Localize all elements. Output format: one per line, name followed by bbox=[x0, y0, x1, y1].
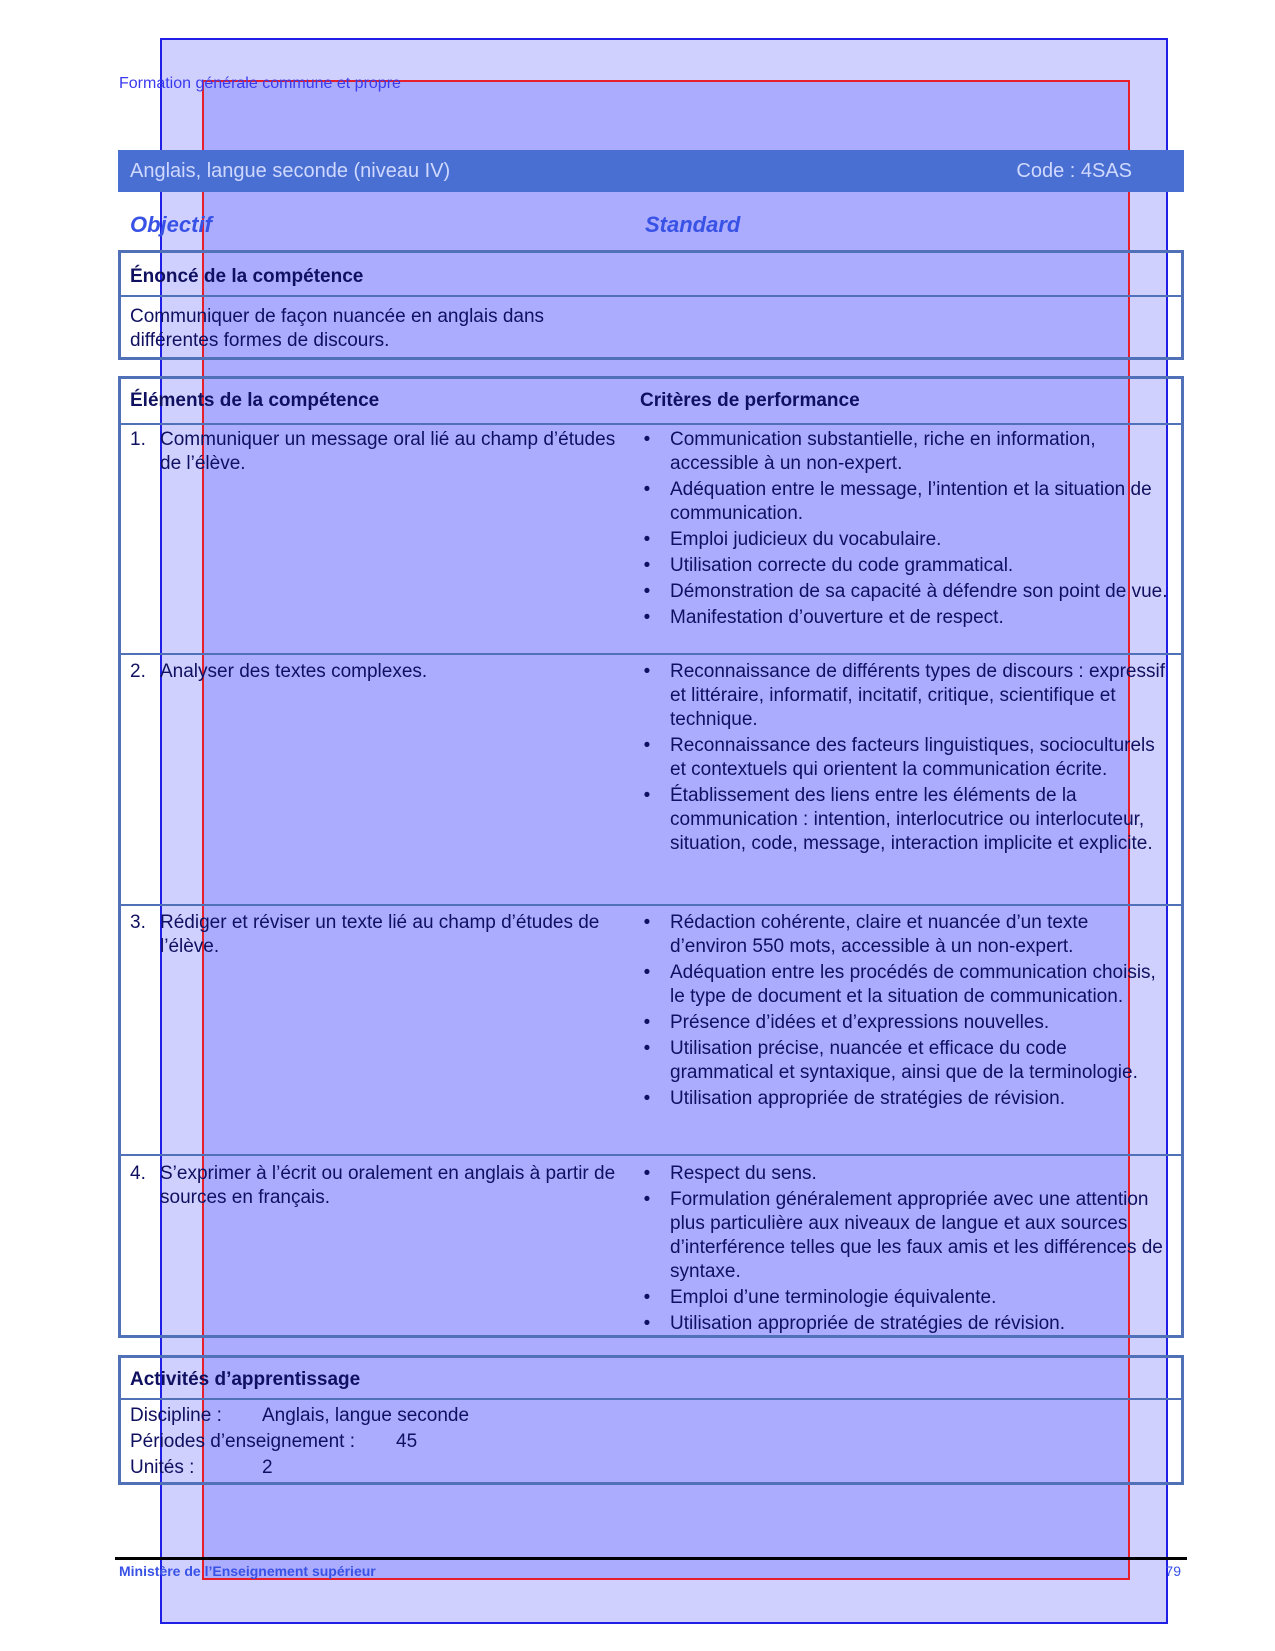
list-item: • Adéquation entre le message, l’intention et la situation de communication. bbox=[640, 478, 1170, 526]
bullet-icon: • bbox=[643, 529, 651, 550]
list-item: • Établissement des liens entre les éléments de la communication : intention, interlocutrice ou interlocuteur, situation, code, message, interaction implicite et explicite. bbox=[640, 784, 1170, 856]
discipline-value: Anglais, langue seconde bbox=[262, 1405, 470, 1426]
list-item: • Utilisation appropriée de stratégies de révision. bbox=[640, 1312, 1170, 1336]
periodes-label: Périodes d’enseignement : bbox=[130, 1431, 355, 1452]
bullet-icon: • bbox=[643, 479, 651, 500]
elements-header-divider bbox=[121, 423, 1181, 425]
criteria-list-1 bbox=[640, 428, 1170, 632]
list-item: • Utilisation appropriée de stratégies de révision. bbox=[640, 1087, 1170, 1111]
element-text: S’exprimer à l’écrit ou oralement en anglais à partir de sources en français. bbox=[160, 1163, 616, 1208]
enonce-heading: Énoncé de la compétence bbox=[130, 266, 364, 287]
list-item: • Emploi judicieux du vocabulaire. bbox=[640, 528, 1170, 552]
list-item: • Reconnaissance de différents types de discours : expressif et littéraire, informatif, incitatif, critique, scientifique et technique. bbox=[640, 660, 1170, 732]
footer-rule bbox=[115, 1557, 1187, 1560]
row-divider-2 bbox=[121, 904, 1181, 906]
bullet-icon: • bbox=[643, 1038, 651, 1059]
unites-label: Unités : bbox=[130, 1457, 195, 1478]
course-code: Code : 4SAS bbox=[1016, 160, 1132, 182]
element-number: 3. bbox=[130, 912, 146, 933]
program-line: Formation générale commune et propre bbox=[119, 75, 401, 92]
criteria-heading: Critères de performance bbox=[640, 390, 860, 411]
element-number: 1. bbox=[130, 429, 146, 450]
enonce-text: Communiquer de façon nuancée en anglais dans différentes formes de discours. bbox=[130, 306, 545, 351]
standard-header: Standard bbox=[645, 212, 741, 237]
unites-value: 2 bbox=[262, 1457, 273, 1478]
criteria-list-2 bbox=[640, 660, 1170, 858]
bullet-icon: • bbox=[643, 581, 651, 602]
elements-heading: Éléments de la compétence bbox=[130, 390, 380, 411]
page-number: 79 bbox=[1165, 1563, 1181, 1579]
activites-divider bbox=[121, 1398, 1181, 1400]
criteria-list-4 bbox=[640, 1162, 1170, 1338]
row-divider-3 bbox=[121, 1154, 1181, 1156]
discipline-label: Discipline : bbox=[130, 1405, 222, 1426]
bullet-icon: • bbox=[643, 607, 651, 628]
course-title: Anglais, langue seconde (niveau IV) bbox=[130, 160, 451, 182]
element-number: 2. bbox=[130, 661, 146, 682]
list-item: • Adéquation entre les procédés de communication choisis, le type de document et la situation de communication. bbox=[640, 961, 1170, 1009]
bullet-icon: • bbox=[643, 555, 651, 576]
list-item: • Manifestation d’ouverture et de respect. bbox=[640, 606, 1170, 630]
bullet-icon: • bbox=[643, 661, 651, 682]
list-item: • Formulation généralement appropriée avec une attention plus particulière aux niveaux de langue et aux sources d’interférence telles que les faux amis et les différences de syntaxe. bbox=[640, 1188, 1170, 1284]
periodes-value: 45 bbox=[396, 1431, 418, 1452]
element-number: 4. bbox=[130, 1163, 146, 1184]
bullet-icon: • bbox=[643, 1012, 651, 1033]
list-item: • Respect du sens. bbox=[640, 1162, 1170, 1186]
enonce-divider bbox=[121, 295, 1181, 297]
bullet-icon: • bbox=[643, 1189, 651, 1210]
list-item: • Présence d’idées et d’expressions nouvelles. bbox=[640, 1011, 1170, 1035]
list-item: • Communication substantielle, riche en information, accessible à un non-expert. bbox=[640, 428, 1170, 476]
list-item: • Rédaction cohérente, claire et nuancée d’un texte d’environ 550 mots, accessible à un non-expert. bbox=[640, 911, 1170, 959]
activites-heading: Activités d’apprentissage bbox=[130, 1369, 361, 1390]
objectif-header: Objectif bbox=[130, 212, 212, 237]
list-item: • Utilisation correcte du code grammatical. bbox=[640, 554, 1170, 578]
bullet-icon: • bbox=[643, 1287, 651, 1308]
row-divider-1 bbox=[121, 653, 1181, 655]
bullet-icon: • bbox=[643, 429, 651, 450]
bullet-icon: • bbox=[643, 1313, 651, 1334]
list-item: • Utilisation précise, nuancée et efficace du code grammatical et syntaxique, ainsi que de la terminologie. bbox=[640, 1037, 1170, 1085]
criteria-list-3 bbox=[640, 911, 1170, 1113]
element-text: Analyser des textes complexes. bbox=[160, 661, 428, 682]
course-banner bbox=[118, 150, 1184, 192]
bullet-icon: • bbox=[643, 962, 651, 983]
bullet-icon: • bbox=[643, 1088, 651, 1109]
list-item: • Démonstration de sa capacité à défendre son point de vue. bbox=[640, 580, 1170, 604]
element-text: Communiquer un message oral lié au champ d’études de l’élève. bbox=[160, 429, 616, 474]
list-item: • Reconnaissance des facteurs linguistiques, socioculturels et contextuels qui orientent la communication écrite. bbox=[640, 734, 1170, 782]
element-text: Rédiger et réviser un texte lié au champ d’études de l’élève. bbox=[160, 912, 600, 957]
bullet-icon: • bbox=[643, 912, 651, 933]
bullet-icon: • bbox=[643, 785, 651, 806]
list-item: • Emploi d’une terminologie équivalente. bbox=[640, 1286, 1170, 1310]
bullet-icon: • bbox=[643, 735, 651, 756]
bullet-icon: • bbox=[643, 1163, 651, 1184]
footer-ministry: Ministère de l’Enseignement supérieur bbox=[119, 1563, 376, 1579]
